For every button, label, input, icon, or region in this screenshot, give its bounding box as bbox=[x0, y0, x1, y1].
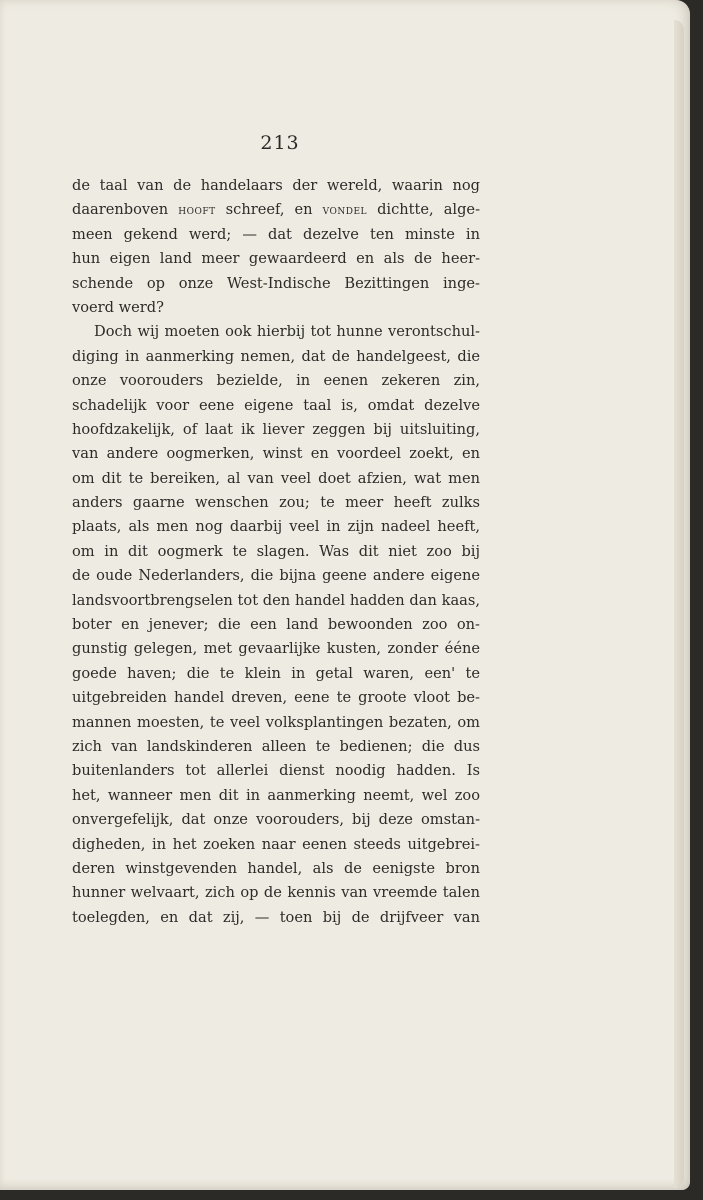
text-line: boter en jenever; die een land bewoonden zoo on- bbox=[72, 616, 480, 634]
text-fragment: dichtte, alge- bbox=[377, 201, 480, 219]
text-line: meen gekend werd; — dat dezelve ten minste in bbox=[72, 225, 480, 243]
text-line: deren winstgevenden handel, als de eenigste bron bbox=[72, 859, 480, 877]
text-line: onvergefelijk, dat onze voorouders, bij deze omstan- bbox=[72, 811, 480, 829]
author-name-hooft: hooft bbox=[178, 203, 216, 219]
text-line: toelegden, en dat zij, — toen bij de drijfveer van bbox=[72, 908, 480, 926]
text-line bbox=[72, 198, 480, 222]
text-fragment: schreef, en bbox=[225, 201, 313, 219]
text-line: Doch wij moeten ook hierbij tot hunne verontschul- bbox=[94, 323, 480, 341]
text-line: mannen moesten, te veel volksplantingen bezaten, om bbox=[72, 713, 480, 731]
text-line: digheden, in het zoeken naar eenen steeds uitgebrei- bbox=[72, 835, 480, 853]
text-line: hun eigen land meer gewaardeerd en als de heer- bbox=[72, 250, 480, 268]
text-line: goede haven; die te klein in getal waren, een' te bbox=[72, 664, 480, 682]
page-edge bbox=[674, 20, 684, 1188]
text-line: hunner welvaart, zich op de kennis van vreemde talen bbox=[72, 884, 480, 902]
text-line: de taal van de handelaars der wereld, waarin nog bbox=[72, 177, 480, 194]
text-line: uitgebreiden handel dreven, eene te groote vloot be- bbox=[72, 689, 480, 707]
text-line: onze voorouders bezielde, in eenen zekeren zin, bbox=[72, 372, 480, 390]
text-line: plaats, als men nog daarbij veel in zijn nadeel heeft, bbox=[72, 518, 480, 536]
text-line: diging in aanmerking nemen, dat de handelgeest, die bbox=[72, 347, 480, 365]
text-line: van andere oogmerken, winst en voordeel zoekt, en bbox=[72, 445, 480, 463]
author-name-vondel: vondel bbox=[322, 203, 368, 219]
text-line: gunstig gelegen, met gevaarlijke kusten, zonder ééne bbox=[72, 640, 480, 658]
text-line: hoofdzakelijk, of laat ik liever zeggen bij uitsluiting, bbox=[72, 420, 480, 438]
text-fragment: daarenboven bbox=[72, 201, 169, 219]
text-line: om in dit oogmerk te slagen. Was dit niet zoo bij bbox=[72, 542, 480, 560]
text-line: buitenlanders tot allerlei dienst noodig hadden. Is bbox=[72, 762, 480, 780]
text-line: schadelijk voor eene eigene taal is, omdat dezelve bbox=[72, 396, 480, 414]
page-number: 213 bbox=[260, 132, 300, 154]
text-line: de oude Nederlanders, die bijna geene andere eigene bbox=[72, 567, 480, 585]
text-line: zich van landskinderen alleen te bedienen; die dus bbox=[72, 737, 480, 755]
text-line: om dit te bereiken, al van veel doet afzien, wat men bbox=[72, 469, 480, 487]
body-text bbox=[72, 174, 480, 930]
text-line: anders gaarne wenschen zou; te meer heeft zulks bbox=[72, 494, 480, 512]
text-line: voerd werd? bbox=[72, 298, 164, 316]
text-line: landsvoortbrengselen tot den handel hadden dan kaas, bbox=[72, 591, 480, 609]
text-line: het, wanneer men dit in aanmerking neemt, wel zoo bbox=[72, 786, 480, 804]
text-line: schende op onze West-Indische Bezittingen inge- bbox=[72, 274, 480, 292]
